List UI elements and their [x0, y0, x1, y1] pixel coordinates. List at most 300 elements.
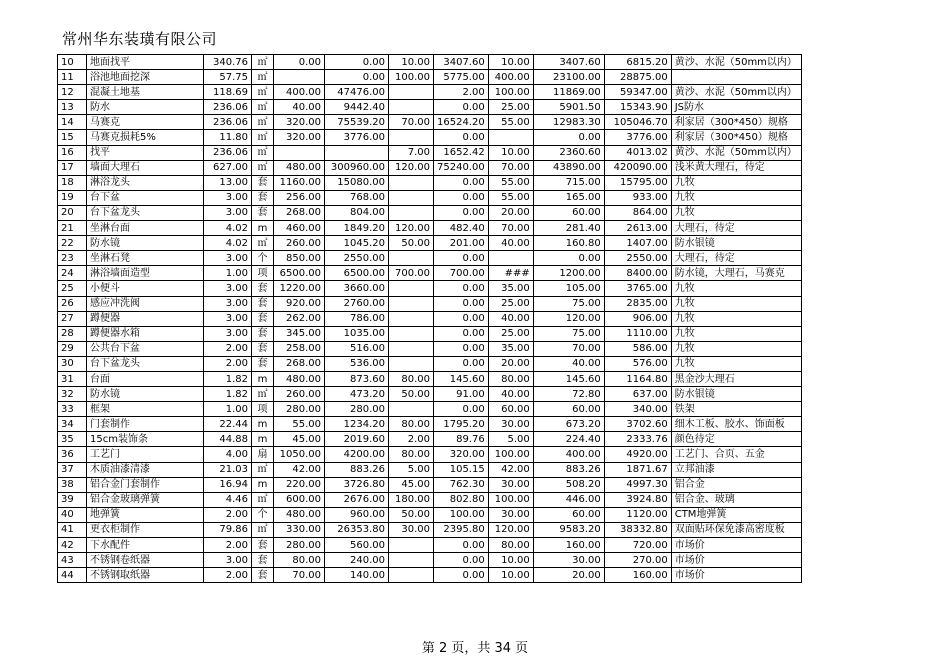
table-row — [58, 371, 802, 386]
material-unit-price-cell: 40.00 — [274, 100, 325, 115]
aux-total-cell: 883.26 — [533, 462, 604, 477]
remark-cell: 九牧 — [671, 205, 801, 220]
material-unit-price-cell: 480.00 — [274, 507, 325, 522]
remark-cell: CTM地弹簧 — [671, 507, 801, 522]
line-total-cell: 4920.00 — [604, 447, 671, 462]
material-total-cell: 536.00 — [325, 356, 389, 371]
line-total-cell: 38332.80 — [604, 522, 671, 537]
labor-total-cell: 16524.20 — [434, 115, 489, 130]
quantity-cell: 4.46 — [204, 492, 252, 507]
aux-unit-price-cell: 70.00 — [488, 221, 533, 236]
item-name-cell: 铝合金玻璃弹簧 — [87, 492, 204, 507]
labor-total-cell: 802.80 — [434, 492, 489, 507]
quantity-cell: 3.00 — [204, 251, 252, 266]
quantity-cell: 3.00 — [204, 296, 252, 311]
labor-total-cell: 201.00 — [434, 236, 489, 251]
table-row — [58, 402, 802, 417]
labor-unit-price-cell: 2.00 — [389, 432, 434, 447]
item-name-cell: 淋浴龙头 — [87, 175, 204, 190]
aux-total-cell: 70.00 — [533, 341, 604, 356]
remark-cell: 九牧 — [671, 175, 801, 190]
labor-unit-price-cell: 50.00 — [389, 236, 434, 251]
aux-total-cell: 105.00 — [533, 281, 604, 296]
unit-cell: m — [252, 221, 274, 236]
quantity-cell: 3.00 — [204, 326, 252, 341]
line-total-cell: 4997.30 — [604, 477, 671, 492]
item-number-cell: 27 — [58, 311, 87, 326]
labor-unit-price-cell: 120.00 — [389, 160, 434, 175]
item-number-cell: 12 — [58, 85, 87, 100]
quantity-cell: 1.82 — [204, 371, 252, 386]
item-number-cell: 15 — [58, 130, 87, 145]
table-row — [58, 190, 802, 205]
item-number-cell: 29 — [58, 341, 87, 356]
unit-cell: 套 — [252, 205, 274, 220]
unit-cell: ㎡ — [252, 522, 274, 537]
remark-cell: 工艺门、合页、五金 — [671, 447, 801, 462]
aux-total-cell: 715.00 — [533, 175, 604, 190]
material-unit-price-cell: 600.00 — [274, 492, 325, 507]
aux-unit-price-cell: 20.00 — [488, 205, 533, 220]
item-name-cell: 马赛克 — [87, 115, 204, 130]
aux-unit-price-cell: 10.00 — [488, 55, 533, 70]
material-unit-price-cell: 262.00 — [274, 311, 325, 326]
item-name-cell: 防水镜 — [87, 387, 204, 402]
unit-cell: 套 — [252, 296, 274, 311]
line-total-cell: 160.00 — [604, 568, 671, 583]
item-name-cell: 浴池地面挖深 — [87, 70, 204, 85]
table-row — [58, 296, 802, 311]
remark-cell: 九牧 — [671, 326, 801, 341]
unit-cell: m — [252, 417, 274, 432]
item-number-cell: 33 — [58, 402, 87, 417]
labor-total-cell: 0.00 — [434, 326, 489, 341]
material-total-cell: 560.00 — [325, 538, 389, 553]
aux-unit-price-cell: 120.00 — [488, 522, 533, 537]
table-row — [58, 160, 802, 175]
quantity-cell: 2.00 — [204, 356, 252, 371]
material-unit-price-cell: 330.00 — [274, 522, 325, 537]
labor-total-cell: 89.76 — [434, 432, 489, 447]
labor-unit-price-cell — [389, 85, 434, 100]
item-name-cell: 防水 — [87, 100, 204, 115]
material-unit-price-cell: 400.00 — [274, 85, 325, 100]
labor-unit-price-cell — [389, 251, 434, 266]
labor-unit-price-cell — [389, 356, 434, 371]
aux-unit-price-cell: 5.00 — [488, 432, 533, 447]
material-unit-price-cell: 55.00 — [274, 417, 325, 432]
material-total-cell: 15080.00 — [325, 175, 389, 190]
labor-total-cell: 320.00 — [434, 447, 489, 462]
line-total-cell: 1120.00 — [604, 507, 671, 522]
table-row — [58, 462, 802, 477]
aux-total-cell: 30.00 — [533, 553, 604, 568]
material-total-cell: 3660.00 — [325, 281, 389, 296]
quantity-cell: 16.94 — [204, 477, 252, 492]
item-number-cell: 25 — [58, 281, 87, 296]
material-unit-price-cell: 1220.00 — [274, 281, 325, 296]
quantity-cell: 236.06 — [204, 100, 252, 115]
line-total-cell: 3924.80 — [604, 492, 671, 507]
aux-total-cell: 1200.00 — [533, 266, 604, 281]
material-unit-price-cell: 345.00 — [274, 326, 325, 341]
aux-total-cell: 400.00 — [533, 447, 604, 462]
remark-cell — [671, 70, 801, 85]
unit-cell: ㎡ — [252, 160, 274, 175]
quotation-table — [57, 54, 802, 583]
labor-unit-price-cell — [389, 281, 434, 296]
item-number-cell: 10 — [58, 55, 87, 70]
line-total-cell: 6815.20 — [604, 55, 671, 70]
aux-unit-price-cell: 42.00 — [488, 462, 533, 477]
labor-unit-price-cell: 7.00 — [389, 145, 434, 160]
item-number-cell: 21 — [58, 221, 87, 236]
remark-cell: 市场价 — [671, 538, 801, 553]
line-total-cell: 2835.00 — [604, 296, 671, 311]
remark-cell: 双面贴环保免漆高密度板 — [671, 522, 801, 537]
line-total-cell: 59347.00 — [604, 85, 671, 100]
aux-unit-price-cell: 30.00 — [488, 477, 533, 492]
unit-cell: 套 — [252, 281, 274, 296]
labor-unit-price-cell: 50.00 — [389, 507, 434, 522]
labor-unit-price-cell — [389, 553, 434, 568]
material-unit-price-cell: 480.00 — [274, 371, 325, 386]
line-total-cell: 2613.00 — [604, 221, 671, 236]
item-number-cell: 39 — [58, 492, 87, 507]
labor-unit-price-cell: 50.00 — [389, 387, 434, 402]
material-total-cell: 0.00 — [325, 70, 389, 85]
line-total-cell: 864.00 — [604, 205, 671, 220]
labor-total-cell: 0.00 — [434, 205, 489, 220]
table-row — [58, 341, 802, 356]
item-number-cell: 19 — [58, 190, 87, 205]
unit-cell: 套 — [252, 568, 274, 583]
quantity-cell: 2.00 — [204, 341, 252, 356]
material-total-cell: 3726.80 — [325, 477, 389, 492]
unit-cell: ㎡ — [252, 70, 274, 85]
line-total-cell: 15343.90 — [604, 100, 671, 115]
item-name-cell: 淋浴墙面造型 — [87, 266, 204, 281]
quantity-cell: 1.82 — [204, 387, 252, 402]
labor-unit-price-cell: 120.00 — [389, 221, 434, 236]
table-row — [58, 100, 802, 115]
quantity-cell: 2.00 — [204, 568, 252, 583]
material-unit-price-cell: 220.00 — [274, 477, 325, 492]
item-number-cell: 36 — [58, 447, 87, 462]
item-name-cell: 坐淋台面 — [87, 221, 204, 236]
table-row — [58, 356, 802, 371]
labor-unit-price-cell — [389, 538, 434, 553]
unit-cell: ㎡ — [252, 115, 274, 130]
line-total-cell: 906.00 — [604, 311, 671, 326]
material-unit-price-cell: 6500.00 — [274, 266, 325, 281]
line-total-cell: 3776.00 — [604, 130, 671, 145]
table-row — [58, 387, 802, 402]
material-unit-price-cell: 460.00 — [274, 221, 325, 236]
unit-cell: ㎡ — [252, 55, 274, 70]
table-row — [58, 205, 802, 220]
material-unit-price-cell: 80.00 — [274, 553, 325, 568]
material-unit-price-cell: 850.00 — [274, 251, 325, 266]
unit-cell: 项 — [252, 266, 274, 281]
unit-cell: 套 — [252, 190, 274, 205]
table-row — [58, 311, 802, 326]
material-unit-price-cell: 45.00 — [274, 432, 325, 447]
table-row — [58, 85, 802, 100]
line-total-cell: 15795.00 — [604, 175, 671, 190]
aux-total-cell: 43890.00 — [533, 160, 604, 175]
table-row — [58, 492, 802, 507]
quantity-cell: 2.00 — [204, 507, 252, 522]
material-total-cell: 140.00 — [325, 568, 389, 583]
material-total-cell: 280.00 — [325, 402, 389, 417]
quantity-cell: 4.00 — [204, 447, 252, 462]
material-total-cell: 47476.00 — [325, 85, 389, 100]
item-name-cell: 小便斗 — [87, 281, 204, 296]
material-total-cell: 1035.00 — [325, 326, 389, 341]
aux-total-cell: 12983.30 — [533, 115, 604, 130]
labor-total-cell: 0.00 — [434, 568, 489, 583]
line-total-cell: 2333.76 — [604, 432, 671, 447]
material-unit-price-cell: 1050.00 — [274, 447, 325, 462]
labor-unit-price-cell: 30.00 — [389, 522, 434, 537]
material-total-cell: 2760.00 — [325, 296, 389, 311]
table-row — [58, 522, 802, 537]
item-number-cell: 44 — [58, 568, 87, 583]
remark-cell: 黄沙、水泥（50mm以内） — [671, 145, 801, 160]
remark-cell: JS防水 — [671, 100, 801, 115]
table-body — [58, 55, 802, 583]
line-total-cell: 340.00 — [604, 402, 671, 417]
item-name-cell: 不锈钢取纸器 — [87, 568, 204, 583]
quantity-cell: 3.00 — [204, 205, 252, 220]
item-number-cell: 37 — [58, 462, 87, 477]
remark-cell: 大理石，待定 — [671, 251, 801, 266]
table-row — [58, 507, 802, 522]
labor-unit-price-cell: 5.00 — [389, 462, 434, 477]
item-name-cell: 台下盆龙头 — [87, 205, 204, 220]
unit-cell: ㎡ — [252, 387, 274, 402]
material-unit-price-cell: 280.00 — [274, 538, 325, 553]
remark-cell: 九牧 — [671, 341, 801, 356]
aux-unit-price-cell: 100.00 — [488, 492, 533, 507]
material-unit-price-cell: 42.00 — [274, 462, 325, 477]
quantity-cell: 79.86 — [204, 522, 252, 537]
remark-cell: 利家居（300*450）规格 — [671, 115, 801, 130]
remark-cell: 防水镜，大理石，马赛克 — [671, 266, 801, 281]
aux-unit-price-cell: 80.00 — [488, 538, 533, 553]
material-total-cell: 768.00 — [325, 190, 389, 205]
unit-cell: 扇 — [252, 447, 274, 462]
item-number-cell: 41 — [58, 522, 87, 537]
item-name-cell: 蹲便器水箱 — [87, 326, 204, 341]
line-total-cell: 637.00 — [604, 387, 671, 402]
aux-total-cell: 23100.00 — [533, 70, 604, 85]
aux-unit-price-cell: 10.00 — [488, 145, 533, 160]
table-row — [58, 266, 802, 281]
labor-total-cell: 145.60 — [434, 371, 489, 386]
quantity-cell: 22.44 — [204, 417, 252, 432]
aux-unit-price-cell — [488, 130, 533, 145]
labor-unit-price-cell: 45.00 — [389, 477, 434, 492]
aux-total-cell: 120.00 — [533, 311, 604, 326]
material-total-cell: 75539.20 — [325, 115, 389, 130]
aux-unit-price-cell: 55.00 — [488, 190, 533, 205]
remark-cell: 防水银镜 — [671, 236, 801, 251]
quantity-cell: 1.00 — [204, 402, 252, 417]
quantity-cell: 11.80 — [204, 130, 252, 145]
labor-unit-price-cell: 70.00 — [389, 115, 434, 130]
labor-unit-price-cell — [389, 341, 434, 356]
quantity-cell: 4.02 — [204, 221, 252, 236]
item-name-cell: 公共台下盆 — [87, 341, 204, 356]
item-number-cell: 38 — [58, 477, 87, 492]
aux-total-cell: 60.00 — [533, 507, 604, 522]
item-name-cell: 台下盆 — [87, 190, 204, 205]
table-row — [58, 145, 802, 160]
quantity-cell: 1.00 — [204, 266, 252, 281]
line-total-cell: 28875.00 — [604, 70, 671, 85]
labor-total-cell: 0.00 — [434, 538, 489, 553]
table-row — [58, 70, 802, 85]
remark-cell: 细木工板、胶水、饰面板 — [671, 417, 801, 432]
material-unit-price-cell: 480.00 — [274, 160, 325, 175]
item-name-cell: 地面找平 — [87, 55, 204, 70]
remark-cell: 九牧 — [671, 311, 801, 326]
item-name-cell: 墙面大理石 — [87, 160, 204, 175]
labor-total-cell: 0.00 — [434, 281, 489, 296]
unit-cell: ㎡ — [252, 130, 274, 145]
aux-total-cell: 0.00 — [533, 130, 604, 145]
aux-unit-price-cell: 30.00 — [488, 417, 533, 432]
aux-total-cell: 40.00 — [533, 356, 604, 371]
quantity-cell: 3.00 — [204, 281, 252, 296]
material-total-cell: 4200.00 — [325, 447, 389, 462]
item-number-cell: 13 — [58, 100, 87, 115]
aux-total-cell: 60.00 — [533, 402, 604, 417]
labor-total-cell: 105.15 — [434, 462, 489, 477]
aux-total-cell: 75.00 — [533, 296, 604, 311]
aux-total-cell: 224.40 — [533, 432, 604, 447]
material-total-cell: 240.00 — [325, 553, 389, 568]
material-total-cell: 804.00 — [325, 205, 389, 220]
material-unit-price-cell: 70.00 — [274, 568, 325, 583]
quantity-cell: 236.06 — [204, 145, 252, 160]
labor-unit-price-cell — [389, 402, 434, 417]
remark-cell: 市场价 — [671, 568, 801, 583]
quantity-cell: 3.00 — [204, 553, 252, 568]
aux-total-cell: 160.00 — [533, 538, 604, 553]
quantity-cell: 2.00 — [204, 538, 252, 553]
labor-total-cell: 700.00 — [434, 266, 489, 281]
labor-unit-price-cell — [389, 311, 434, 326]
aux-unit-price-cell: 100.00 — [488, 85, 533, 100]
aux-unit-price-cell: 60.00 — [488, 402, 533, 417]
labor-total-cell: 0.00 — [434, 402, 489, 417]
material-unit-price-cell — [274, 145, 325, 160]
remark-cell: 防水银镜 — [671, 387, 801, 402]
unit-cell: 套 — [252, 311, 274, 326]
item-number-cell: 30 — [58, 356, 87, 371]
item-name-cell: 更衣柜制作 — [87, 522, 204, 537]
labor-total-cell: 3407.60 — [434, 55, 489, 70]
unit-cell: m — [252, 477, 274, 492]
line-total-cell: 720.00 — [604, 538, 671, 553]
aux-unit-price-cell: 55.00 — [488, 115, 533, 130]
aux-total-cell: 2360.60 — [533, 145, 604, 160]
aux-unit-price-cell: 55.00 — [488, 175, 533, 190]
remark-cell: 黄沙、水泥（50mm以内） — [671, 55, 801, 70]
unit-cell: 套 — [252, 553, 274, 568]
aux-total-cell: 72.80 — [533, 387, 604, 402]
unit-cell: 套 — [252, 538, 274, 553]
aux-total-cell: 160.80 — [533, 236, 604, 251]
material-unit-price-cell: 256.00 — [274, 190, 325, 205]
labor-total-cell: 1795.20 — [434, 417, 489, 432]
material-unit-price-cell: 260.00 — [274, 387, 325, 402]
quantity-cell: 44.88 — [204, 432, 252, 447]
labor-unit-price-cell — [389, 175, 434, 190]
item-number-cell: 20 — [58, 205, 87, 220]
labor-unit-price-cell: 180.00 — [389, 492, 434, 507]
labor-unit-price-cell — [389, 205, 434, 220]
unit-cell: ㎡ — [252, 492, 274, 507]
aux-unit-price-cell: 70.00 — [488, 160, 533, 175]
table-row — [58, 130, 802, 145]
item-number-cell: 34 — [58, 417, 87, 432]
item-name-cell: 找平 — [87, 145, 204, 160]
item-number-cell: 40 — [58, 507, 87, 522]
labor-total-cell: 2395.80 — [434, 522, 489, 537]
material-unit-price-cell: 920.00 — [274, 296, 325, 311]
aux-unit-price-cell: 30.00 — [488, 507, 533, 522]
remark-cell: 铁架 — [671, 402, 801, 417]
material-total-cell: 873.60 — [325, 371, 389, 386]
table-row — [58, 221, 802, 236]
labor-total-cell: 482.40 — [434, 221, 489, 236]
line-total-cell: 105046.70 — [604, 115, 671, 130]
unit-cell: m — [252, 432, 274, 447]
material-total-cell: 300960.00 — [325, 160, 389, 175]
material-unit-price-cell — [274, 70, 325, 85]
item-name-cell: 坐淋石凳 — [87, 251, 204, 266]
labor-total-cell: 0.00 — [434, 311, 489, 326]
table-row — [58, 115, 802, 130]
item-number-cell: 43 — [58, 553, 87, 568]
material-unit-price-cell: 1160.00 — [274, 175, 325, 190]
line-total-cell: 1407.00 — [604, 236, 671, 251]
quantity-cell: 57.75 — [204, 70, 252, 85]
quantity-cell: 3.00 — [204, 190, 252, 205]
material-total-cell: 883.26 — [325, 462, 389, 477]
aux-total-cell: 60.00 — [533, 205, 604, 220]
page-indicator: 第 2 页，共 34 页 — [421, 641, 529, 656]
item-name-cell: 铝合金门套制作 — [87, 477, 204, 492]
labor-total-cell: 762.30 — [434, 477, 489, 492]
labor-total-cell: 75240.00 — [434, 160, 489, 175]
labor-total-cell: 0.00 — [434, 175, 489, 190]
labor-unit-price-cell: 80.00 — [389, 371, 434, 386]
remark-cell: 利家居（300*450）规格 — [671, 130, 801, 145]
material-unit-price-cell: 320.00 — [274, 115, 325, 130]
labor-unit-price-cell: 80.00 — [389, 447, 434, 462]
labor-total-cell: 0.00 — [434, 130, 489, 145]
labor-unit-price-cell: 700.00 — [389, 266, 434, 281]
remark-cell: 颜色待定 — [671, 432, 801, 447]
labor-total-cell: 0.00 — [434, 341, 489, 356]
remark-cell: 九牧 — [671, 190, 801, 205]
table-row — [58, 326, 802, 341]
